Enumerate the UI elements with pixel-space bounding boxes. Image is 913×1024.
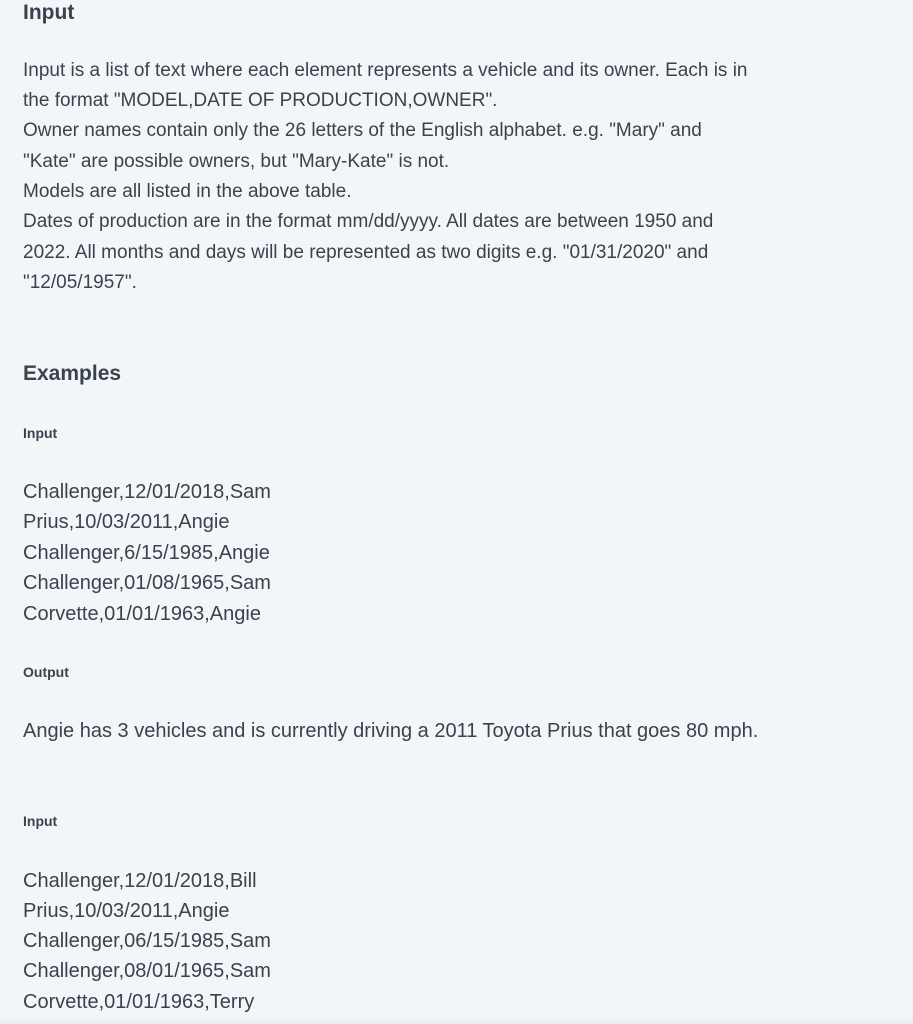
scroll-fade — [0, 1018, 913, 1024]
description-line: Dates of production are in the format mm/dd/yyyy. All dates are between 1950 and — [23, 211, 714, 232]
description-line: "12/05/1957". — [23, 272, 137, 293]
example-input-line: Challenger,06/15/1985,Sam — [23, 930, 271, 952]
example-input-line: Corvette,01/01/1963,Angie — [23, 603, 261, 625]
example-input-line: Prius,10/03/2011,Angie — [23, 900, 230, 922]
example-input-label: Input — [23, 813, 58, 829]
description-line: 2022. All months and days will be represented as two digits e.g. "01/31/2020" and — [23, 242, 709, 263]
example-input-line: Challenger,01/08/1965,Sam — [23, 572, 271, 594]
examples-heading: Examples — [23, 362, 122, 385]
input-heading: Input — [23, 1, 75, 24]
description-line: "Kate" are possible owners, but "Mary-Kate" is not. — [23, 151, 450, 172]
example-output-text: Angie has 3 vehicles and is currently driving a 2011 Toyota Prius that goes 80 mph. — [23, 720, 759, 742]
description-line: the format "MODEL,DATE OF PRODUCTION,OWNER". — [23, 90, 498, 111]
example-output-label: Output — [23, 664, 69, 680]
description-line: Models are all listed in the above table. — [23, 181, 352, 202]
description-line: Owner names contain only the 26 letters of the English alphabet. e.g. "Mary" and — [23, 120, 702, 141]
example-input-line: Challenger,6/15/1985,Angie — [23, 542, 270, 564]
example-input-line: Challenger,12/01/2018,Sam — [23, 481, 271, 503]
example-input-line: Challenger,12/01/2018,Bill — [23, 870, 257, 892]
example-input-line: Corvette,01/01/1963,Terry — [23, 991, 255, 1013]
example-input-line: Challenger,08/01/1965,Sam — [23, 960, 271, 982]
example-input-line: Prius,10/03/2011,Angie — [23, 511, 230, 533]
description-line: Input is a list of text where each element represents a vehicle and its owner. Each is in — [23, 60, 748, 81]
example-input-label: Input — [23, 425, 58, 441]
